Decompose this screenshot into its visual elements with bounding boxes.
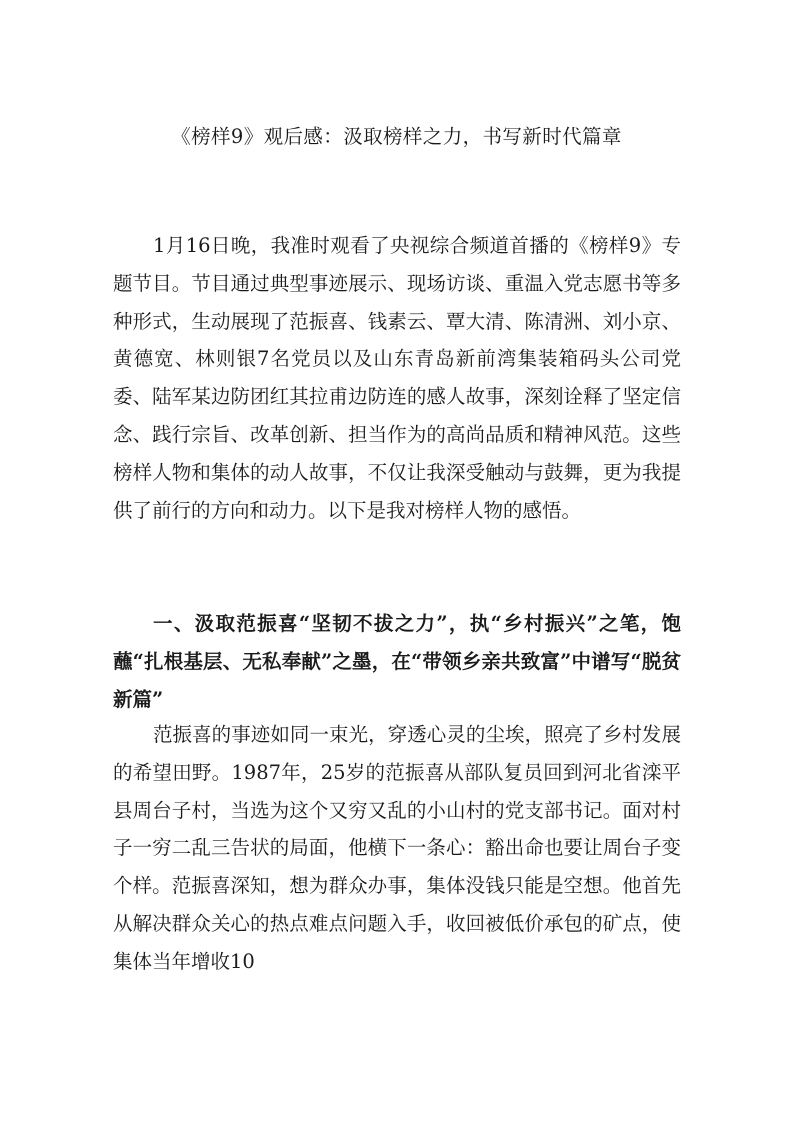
intro-paragraph: 1月16日晚，我准时观看了央视综合频道首播的《榜样9》专题节目。节目通过典型事迹展示、现场访谈、重温入党志愿书等多种形式，生动展现了范振喜、钱素云、覃大清、陈清洲、刘小京、黄德宽、林则银7名党员以及山东青岛新前湾集装箱码头公司党委、陆军某边防团红其拉甫边防连的感人故事，深刻诠释了坚定信念、践行宗旨、改革创新、担当作为的高尚品质和精神风范。这些榜样人物和集体的动人故事，不仅让我深受触动与鼓舞，更为我提供了前行的方向和动力。以下是我对榜样人物的感悟。	[113, 234, 681, 522]
section-paragraph: 范振喜的事迹如同一束光，穿透心灵的尘埃，照亮了乡村发展的希望田野。1987年，25岁的范振喜从部队复员回到河北省滦平县周台子村，当选为这个又穷又乱的小山村的党支部书记。面对村子一穷二乱三告状的局面，他横下一条心：豁出命也要让周台子变个样。范振喜深知，想为群众办事，集体没钱只能是空想。他首先从解决群众关心的热点难点问题入手，收回被低价承包的矿点，使集体当年增收10	[113, 723, 681, 973]
section-heading: 一、汲取范振喜“坚韧不拔之力”，执“乡村振兴”之笔，饱蘸“扎根基层、无私奉献”之墨，在“带领乡亲共致富”中谱写“脱贫新篇”	[113, 612, 681, 711]
document-title: 《榜样9》观后感：汲取榜样之力，书写新时代篇章	[171, 125, 622, 148]
